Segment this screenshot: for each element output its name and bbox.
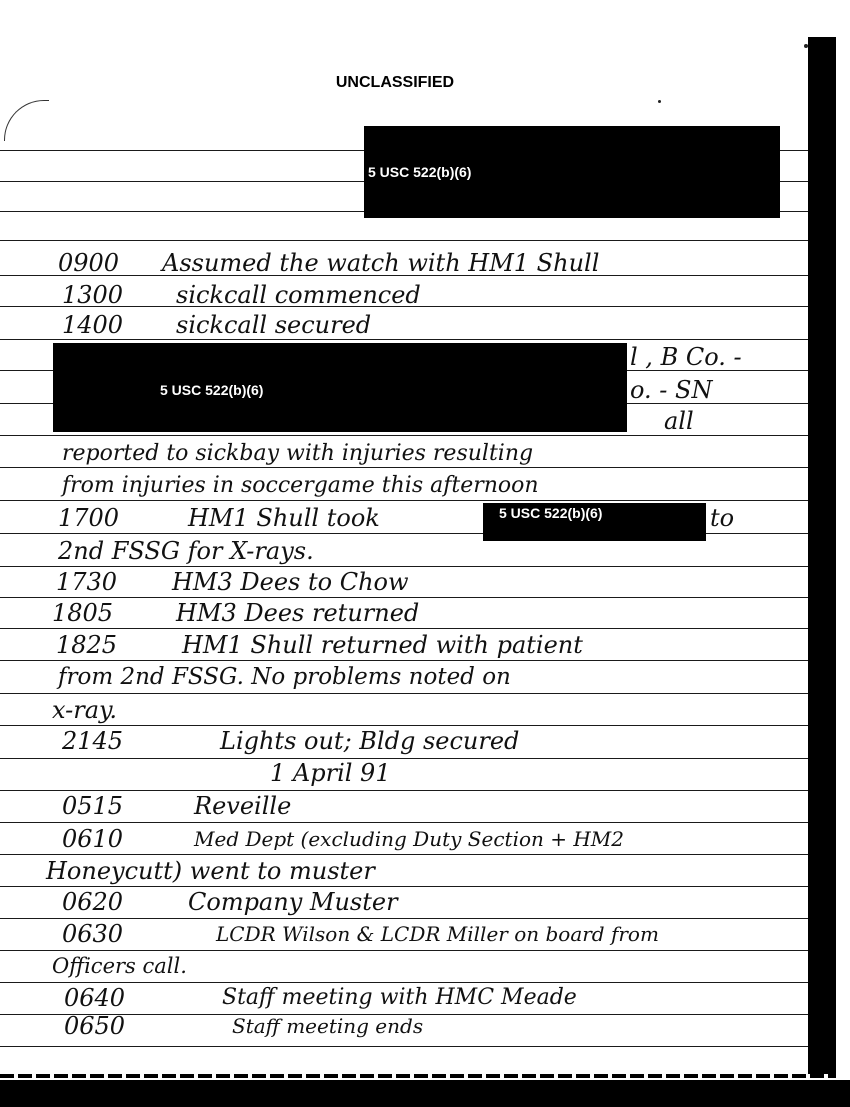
- scan-edge-bottom-shadow: [0, 1080, 850, 1107]
- entry-text: Assumed the watch with HM1 Shull: [162, 249, 600, 277]
- ruled-line: [0, 339, 808, 340]
- entry-text: HM3 Dees returned: [176, 599, 420, 627]
- entry-time: 0650: [64, 1012, 126, 1040]
- entry-text: Staff meeting ends: [232, 1014, 424, 1038]
- entry-time: 1825: [56, 631, 118, 659]
- ruled-line: [0, 660, 808, 661]
- ruled-line: [0, 240, 808, 241]
- entry-text: Honeycutt) went to muster: [46, 857, 375, 885]
- redaction-label: 5 USC 522(b)(6): [368, 164, 472, 180]
- entry-text: l , B Co. -: [630, 343, 742, 371]
- ruled-line: [0, 758, 808, 759]
- entry-text: x-ray.: [52, 696, 118, 724]
- redaction-box: [53, 343, 627, 432]
- scan-edge-mark: [815, 874, 835, 900]
- ruled-line: [0, 467, 808, 468]
- entry-text: Med Dept (excluding Duty Section + HM2: [194, 827, 624, 851]
- entry-text: from 2nd FSSG. No problems noted on: [58, 664, 511, 690]
- redaction-label: 5 USC 522(b)(6): [160, 382, 264, 398]
- entry-text: HM1 Shull took: [188, 504, 380, 532]
- entry-text: sickcall commenced: [176, 281, 421, 309]
- entry-text: o. - SN: [630, 376, 713, 404]
- entry-text: HM1 Shull returned with patient: [182, 631, 583, 659]
- entry-text: LCDR Wilson & LCDR Miller on board from: [216, 922, 659, 946]
- ruled-line: [0, 950, 808, 951]
- classification-header: UNCLASSIFIED: [335, 74, 455, 91]
- entry-time: 1300: [62, 281, 124, 309]
- ruled-line: [0, 500, 808, 501]
- entry-text: sickcall secured: [176, 311, 372, 339]
- page-corner-mark: [4, 100, 49, 141]
- ruled-line: [0, 790, 808, 791]
- ruled-line: [0, 982, 808, 983]
- ruled-line: [0, 854, 808, 855]
- ruled-line: [0, 597, 808, 598]
- entry-text: Reveille: [194, 792, 292, 820]
- redaction-box: [364, 126, 780, 218]
- ruled-line: [0, 566, 808, 567]
- entry-text: 2nd FSSG for X-rays.: [58, 537, 314, 565]
- ruled-line: [0, 435, 808, 436]
- redaction-label: 5 USC 522(b)(6): [499, 505, 603, 521]
- ruled-line: [0, 693, 808, 694]
- entry-text: reported to sickbay with injuries resulting: [62, 441, 534, 466]
- redaction-box: [483, 503, 706, 541]
- entry-time: 1805: [52, 599, 114, 627]
- entry-text: HM3 Dees to Chow: [172, 568, 409, 596]
- scan-edge-bottom: [0, 1074, 836, 1078]
- entry-time: 0620: [62, 888, 124, 916]
- entry-text: Company Muster: [188, 888, 398, 916]
- entry-text: from injuries in soccergame this afternoon: [62, 473, 539, 498]
- ruled-line: [0, 822, 808, 823]
- speck: [804, 44, 808, 48]
- scan-edge-shadow: [808, 37, 836, 1077]
- ruled-line: [0, 1046, 808, 1047]
- ruled-line: [0, 725, 808, 726]
- entry-time: 2145: [62, 727, 124, 755]
- entry-date: 1 April 91: [270, 759, 391, 787]
- entry-time: 0610: [62, 825, 124, 853]
- ruled-line: [0, 886, 808, 887]
- entry-text: Lights out; Bldg secured: [220, 727, 520, 755]
- entry-time: 0900: [58, 249, 120, 277]
- entry-text: Officers call.: [52, 954, 187, 978]
- entry-time: 0640: [64, 984, 126, 1012]
- entry-time: 1700: [58, 504, 120, 532]
- entry-text: to: [710, 504, 735, 532]
- ruled-line: [0, 628, 808, 629]
- ruled-line: [0, 918, 808, 919]
- entry-text: all: [664, 407, 694, 435]
- speck: [658, 100, 661, 103]
- entry-time: 1400: [62, 311, 124, 339]
- entry-text: Staff meeting with HMC Meade: [222, 985, 577, 1010]
- entry-time: 0515: [62, 792, 124, 820]
- entry-time: 1730: [56, 568, 118, 596]
- entry-time: 0630: [62, 920, 124, 948]
